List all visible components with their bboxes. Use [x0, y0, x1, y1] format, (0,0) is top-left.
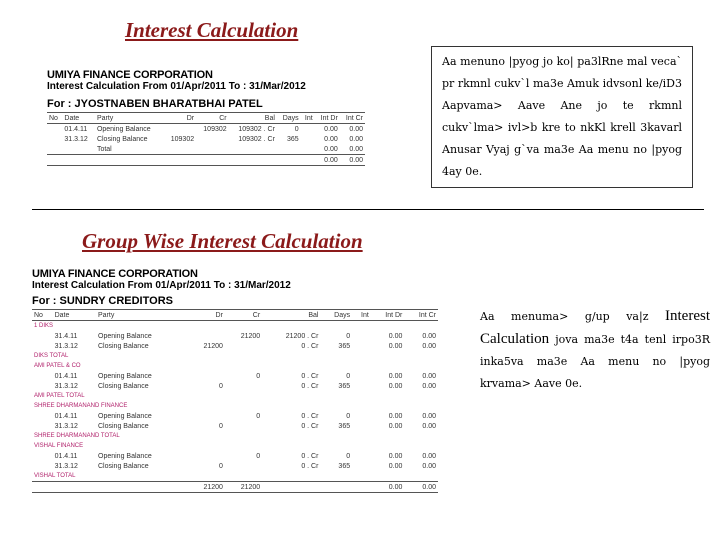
- table-cell: 0.00: [324, 125, 338, 133]
- column-header: No: [32, 310, 53, 321]
- table-cell: [352, 421, 371, 431]
- table-cell: 0: [346, 372, 351, 380]
- table-cell: [32, 411, 53, 421]
- heading-group-wise-interest: Group Wise Interest Calculation: [82, 229, 363, 253]
- table-cell: [188, 331, 225, 341]
- table-cell: [196, 155, 229, 166]
- table-cell: [62, 144, 95, 155]
- column-header: Cr: [196, 113, 229, 124]
- table-cell: 0: [294, 125, 299, 133]
- table-cell: [164, 144, 197, 155]
- table-cell: 0.00: [388, 452, 403, 460]
- table-row: [32, 371, 438, 381]
- table-cell: [229, 144, 277, 155]
- column-header: Int Cr: [340, 113, 365, 124]
- table-cell: [95, 155, 164, 166]
- group-header-row: [32, 471, 438, 482]
- table-cell: [188, 411, 225, 421]
- table-cell: 0.00: [324, 135, 338, 143]
- table-cell: 365: [338, 422, 351, 430]
- column-header: Party: [95, 113, 164, 124]
- table-cell: 0 . Cr: [301, 462, 319, 470]
- table-cell: [225, 341, 262, 351]
- table-cell: 0.00: [422, 332, 436, 340]
- description-text-end: jova ma3e t4a tenl irpo3R inka5va ma3e Aa menu no |pyog krvama> Aave 0e.: [480, 333, 710, 390]
- group-header-row: [32, 391, 438, 401]
- table-cell: [225, 461, 262, 471]
- table-cell: 0: [256, 412, 261, 420]
- table-cell: 31.4.11: [54, 332, 78, 340]
- table-cell: [352, 451, 371, 461]
- table-cell: 0.00: [349, 135, 363, 143]
- table-cell: [352, 381, 371, 391]
- table-cell: Opening Balance: [98, 412, 152, 420]
- column-header: Dr: [164, 113, 197, 124]
- table-cell: 0.00: [324, 145, 338, 153]
- total-row: [32, 482, 438, 493]
- table-cell: 31.3.12: [54, 382, 78, 390]
- table-cell: [32, 341, 53, 351]
- table-cell: 0.00: [388, 382, 403, 390]
- report-party: For : SUNDRY CREDITORS: [32, 295, 173, 307]
- table-cell: Closing Balance: [98, 462, 149, 470]
- table-cell: 0: [346, 412, 351, 420]
- table-cell: 365: [338, 342, 351, 350]
- table-row: [47, 124, 365, 135]
- table-cell: 0: [346, 332, 351, 340]
- group-name: 1 DIKS: [34, 323, 54, 329]
- table-cell: 01.4.11: [54, 372, 78, 380]
- table-cell: [32, 381, 53, 391]
- table-cell: [352, 482, 371, 493]
- table-cell: 21200 . Cr: [285, 332, 319, 340]
- table-cell: 109302: [170, 135, 195, 143]
- table-cell: Opening Balance: [96, 125, 151, 133]
- table-cell: Total: [96, 145, 112, 153]
- table-cell: [32, 451, 53, 461]
- table-cell: 0.00: [422, 372, 436, 380]
- table-cell: 01.4.11: [54, 452, 78, 460]
- table-cell: 0 . Cr: [301, 382, 319, 390]
- report-period: Interest Calculation From 01/Apr/2011 To : 31/Mar/2012: [47, 81, 306, 92]
- table-cell: 31.3.12: [54, 342, 78, 350]
- table-cell: [277, 144, 301, 155]
- table-cell: Opening Balance: [98, 332, 152, 340]
- table-cell: 0.00: [422, 382, 436, 390]
- group-header-row: [32, 401, 438, 411]
- column-header: Date: [62, 113, 95, 124]
- table-row: [32, 331, 438, 341]
- table-row: [32, 461, 438, 471]
- table-cell: 31.3.12: [54, 462, 78, 470]
- description-text: [480, 305, 710, 395]
- report-party: For : JYOSTNABEN BHARATBHAI PATEL: [47, 98, 263, 110]
- table-cell: [32, 371, 53, 381]
- table-row: [32, 381, 438, 391]
- table-cell: 109302 . Cr: [238, 135, 275, 143]
- report-screenshot-party: [47, 69, 365, 191]
- table-cell: [47, 155, 62, 166]
- table-cell: 0.00: [349, 125, 363, 133]
- column-header: Days: [320, 310, 352, 321]
- table-cell: 0: [219, 422, 223, 430]
- table-cell: 0.00: [422, 452, 436, 460]
- table-row: [47, 134, 365, 144]
- table-cell: 0 . Cr: [301, 452, 319, 460]
- report-table: [32, 309, 438, 493]
- table-cell: [277, 155, 301, 166]
- table-row: [47, 144, 365, 155]
- table-cell: 0 . Cr: [301, 372, 319, 380]
- table-cell: [47, 124, 62, 135]
- table-cell: 0.00: [422, 422, 436, 430]
- group-name: VISHAL TOTAL: [34, 473, 76, 479]
- table-cell: 0: [346, 452, 351, 460]
- column-header: Int Cr: [404, 310, 438, 321]
- report-company: UMIYA FINANCE CORPORATION: [47, 69, 213, 81]
- group-header-row: [32, 431, 438, 441]
- table-cell: [352, 461, 371, 471]
- table-cell: 0: [219, 382, 223, 390]
- table-cell: 0.00: [388, 462, 403, 470]
- table-row: [32, 341, 438, 351]
- description-text-highlight: Interest Calculation: [480, 308, 710, 347]
- group-name: DIKS TOTAL: [34, 353, 69, 359]
- report-company: UMIYA FINANCE CORPORATION: [32, 268, 198, 280]
- table-cell: [301, 155, 315, 166]
- group-name: SHREE DHARMANAND TOTAL: [34, 433, 120, 439]
- table-cell: Closing Balance: [98, 422, 149, 430]
- table-cell: Closing Balance: [98, 342, 149, 350]
- group-name: SHREE DHARMANAND FINANCE: [34, 403, 128, 409]
- table-cell: Closing Balance: [96, 135, 148, 143]
- table-cell: [164, 155, 197, 166]
- table-row: [32, 421, 438, 431]
- table-cell: [164, 124, 197, 135]
- table-cell: [188, 371, 225, 381]
- table-cell: [352, 411, 371, 421]
- table-cell: [352, 371, 371, 381]
- table-cell: 31.3.12: [54, 422, 78, 430]
- table-cell: 365: [338, 382, 351, 390]
- table-cell: [320, 482, 352, 493]
- table-cell: 109302 . Cr: [238, 125, 275, 133]
- table-cell: [47, 134, 62, 144]
- column-header: Bal: [262, 310, 320, 321]
- group-name: VISHAL FINANCE: [34, 443, 84, 449]
- table-row: [32, 451, 438, 461]
- column-header: Int Dr: [371, 310, 405, 321]
- table-cell: 01.4.11: [54, 412, 78, 420]
- total-row: [47, 155, 365, 166]
- column-header: Date: [53, 310, 96, 321]
- description-box: Aa menuno |pyog jo ko| pa3lRne mal veca` pr rkmnl cukv`l ma3e Amuk idvsonl ke/iD3 Aapvama> Aave Ane jo te rkmnl cukv`lma> ivl>b kre to nkKl krell 3kavarl Anusar Vyaj g`va ma3e Aa menu no |pyog 4ay 0e.: [431, 46, 693, 188]
- table-cell: 0: [219, 462, 223, 470]
- table-cell: 0.00: [388, 342, 403, 350]
- table-cell: [32, 421, 53, 431]
- table-cell: 0.00: [388, 412, 403, 420]
- table-cell: 0 . Cr: [301, 342, 319, 350]
- table-cell: 0 . Cr: [301, 422, 319, 430]
- column-header: Int: [352, 310, 371, 321]
- column-header: No: [47, 113, 62, 124]
- column-header: Int Dr: [315, 113, 340, 124]
- table-cell: 365: [286, 135, 299, 143]
- table-cell: [196, 134, 229, 144]
- group-name: AMI PATEL & CO: [34, 363, 81, 369]
- table-cell: 21200: [203, 342, 223, 350]
- table-cell: 0.00: [388, 372, 403, 380]
- table-cell: [188, 451, 225, 461]
- table-cell: Opening Balance: [98, 372, 152, 380]
- group-header-row: [32, 441, 438, 451]
- table-cell: [47, 144, 62, 155]
- report-table: [47, 112, 365, 166]
- column-header: Days: [277, 113, 301, 124]
- column-header: Party: [96, 310, 188, 321]
- heading-interest-calculation: Interest Calculation: [125, 18, 299, 42]
- table-cell: [229, 155, 277, 166]
- group-name: AMI PATEL TOTAL: [34, 393, 85, 399]
- table-cell: 0.00: [404, 482, 438, 493]
- table-cell: 365: [338, 462, 351, 470]
- table-cell: [225, 421, 262, 431]
- column-header: Bal: [229, 113, 277, 124]
- table-cell: 31.3.12: [64, 135, 88, 143]
- table-cell: [96, 482, 188, 493]
- table-cell: 0.00: [315, 155, 340, 166]
- column-header: Cr: [225, 310, 262, 321]
- table-cell: 0 . Cr: [301, 412, 319, 420]
- group-header-row: [32, 321, 438, 332]
- table-cell: [301, 124, 315, 135]
- description-text-start: Aa menuma> g/up va|z: [480, 310, 649, 323]
- table-cell: [352, 341, 371, 351]
- table-cell: [32, 482, 53, 493]
- table-cell: Closing Balance: [98, 382, 149, 390]
- table-cell: [262, 482, 320, 493]
- table-cell: [225, 381, 262, 391]
- table-cell: 0.00: [371, 482, 405, 493]
- table-row: [32, 411, 438, 421]
- table-cell: [53, 482, 96, 493]
- column-header: Int: [301, 113, 315, 124]
- table-cell: [32, 331, 53, 341]
- table-cell: [32, 461, 53, 471]
- table-cell: 21200: [240, 332, 261, 340]
- table-cell: 0.00: [422, 342, 436, 350]
- table-cell: 21200: [188, 482, 225, 493]
- table-cell: [301, 134, 315, 144]
- table-cell: 0.00: [388, 332, 403, 340]
- group-header-row: [32, 351, 438, 361]
- table-cell: 109302: [203, 125, 227, 133]
- table-cell: 0: [256, 372, 261, 380]
- report-period: Interest Calculation From 01/Apr/2011 To : 31/Mar/2012: [32, 280, 291, 291]
- table-cell: [301, 144, 315, 155]
- table-cell: 0.00: [340, 155, 365, 166]
- table-cell: 0: [256, 452, 261, 460]
- group-header-row: [32, 361, 438, 371]
- table-cell: 21200: [225, 482, 262, 493]
- table-cell: 01.4.11: [64, 125, 88, 133]
- table-cell: [62, 155, 95, 166]
- report-screenshot-group: [32, 268, 438, 540]
- table-cell: Opening Balance: [98, 452, 152, 460]
- table-cell: 0.00: [422, 462, 436, 470]
- section-divider: [32, 209, 704, 210]
- table-cell: 0.00: [388, 422, 403, 430]
- column-header: Dr: [188, 310, 225, 321]
- table-cell: [352, 331, 371, 341]
- table-cell: 0.00: [422, 412, 436, 420]
- table-cell: [196, 144, 229, 155]
- table-cell: 0.00: [349, 145, 363, 153]
